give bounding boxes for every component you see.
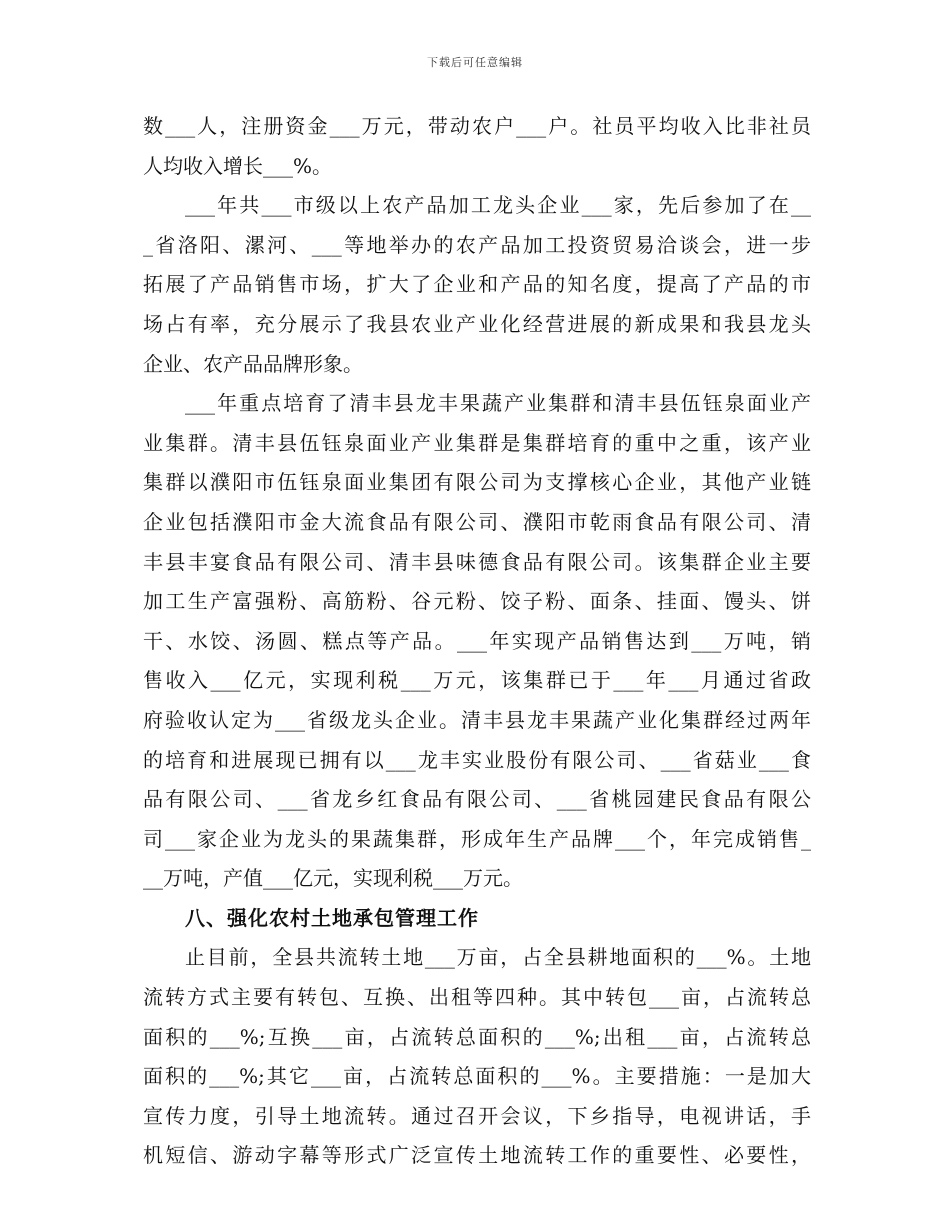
text-line: __万吨，产值___亿元，实现利税___万元。 [143,866,523,891]
section-heading: 八、强化农村土地承包管理工作 [185,905,479,930]
text-line: 售收入___亿元，实现利税___万元，该集群已于___年___月通过省政 [143,668,811,693]
text-line: 企业、农产品品牌形象。 [143,351,363,376]
text-line: 止目前，全县共流转土地___万亩，占全县耕地面积的___%。土地 [185,945,811,970]
text-line: 的培育和进展现已拥有以___龙丰实业股份有限公司、___省菇业___食 [143,747,811,772]
text-line: ___年共___市级以上农产品加工龙头企业___家，先后参加了在__ [185,193,811,218]
text-line: 面积的___%;互换___亩，占流转总面积的___%;出租___亩，占流转总 [143,1024,811,1049]
page-header: 下载后可任意编辑 [427,56,523,69]
text-line: 集群以濮阳市伍钰泉面业集团有限公司为支撑核心企业，其他产业链 [143,470,811,495]
text-line: 加工生产富强粉、高筋粉、谷元粉、饺子粉、面条、挂面、馒头、饼 [143,589,811,614]
text-line: 人均收入增长___%。 [143,153,333,178]
document-body [143,107,811,1176]
text-line: _省洛阳、漯河、___等地举办的农产品加工投资贸易洽谈会，进一步 [143,232,811,257]
text-line: 司___家企业为龙头的果蔬集群，形成年生产品牌___个，年完成销售_ [143,826,811,851]
text-line: 业集群。清丰县伍钰泉面业产业集群是集群培育的重中之重，该产业 [143,430,811,455]
text-line: 数___人，注册资金___万元，带动农户___户。社员平均收入比非社员 [143,114,811,138]
text-line: 流转方式主要有转包、互换、出租等四种。其中转包___亩，占流转总 [143,985,811,1010]
text-line: 府验收认定为___省级龙头企业。清丰县龙丰果蔬产业化集群经过两年 [143,707,811,732]
text-line: ___年重点培育了清丰县龙丰果蔬产业集群和清丰县伍钰泉面业产 [185,391,811,416]
text-line: 拓展了产品销售市场，扩大了企业和产品的知名度，提高了产品的市 [143,272,811,297]
text-line: 面积的___%;其它___亩，占流转总面积的___%。主要措施：一是加大 [143,1064,811,1089]
text-line: 宣传力度，引导土地流转。通过召开会议，下乡指导，电视讲话，手 [143,1103,811,1128]
text-line: 干、水饺、汤圆、糕点等产品。___年实现产品销售达到___万吨，销 [143,628,811,653]
text-line: 品有限公司、___省龙乡红食品有限公司、___省桃园建民食品有限公 [143,787,811,812]
text-line: 机短信、游动字幕等形式广泛宣传土地流转工作的重要性、必要性， [143,1143,811,1168]
text-line: 丰县丰宴食品有限公司、清丰县味德食品有限公司。该集群企业主要 [143,549,811,574]
text-line: 企业包括濮阳市金大流食品有限公司、濮阳市乾雨食品有限公司、清 [143,509,811,534]
text-line: 场占有率，充分展示了我县农业产业化经营进展的新成果和我县龙头 [143,311,811,336]
